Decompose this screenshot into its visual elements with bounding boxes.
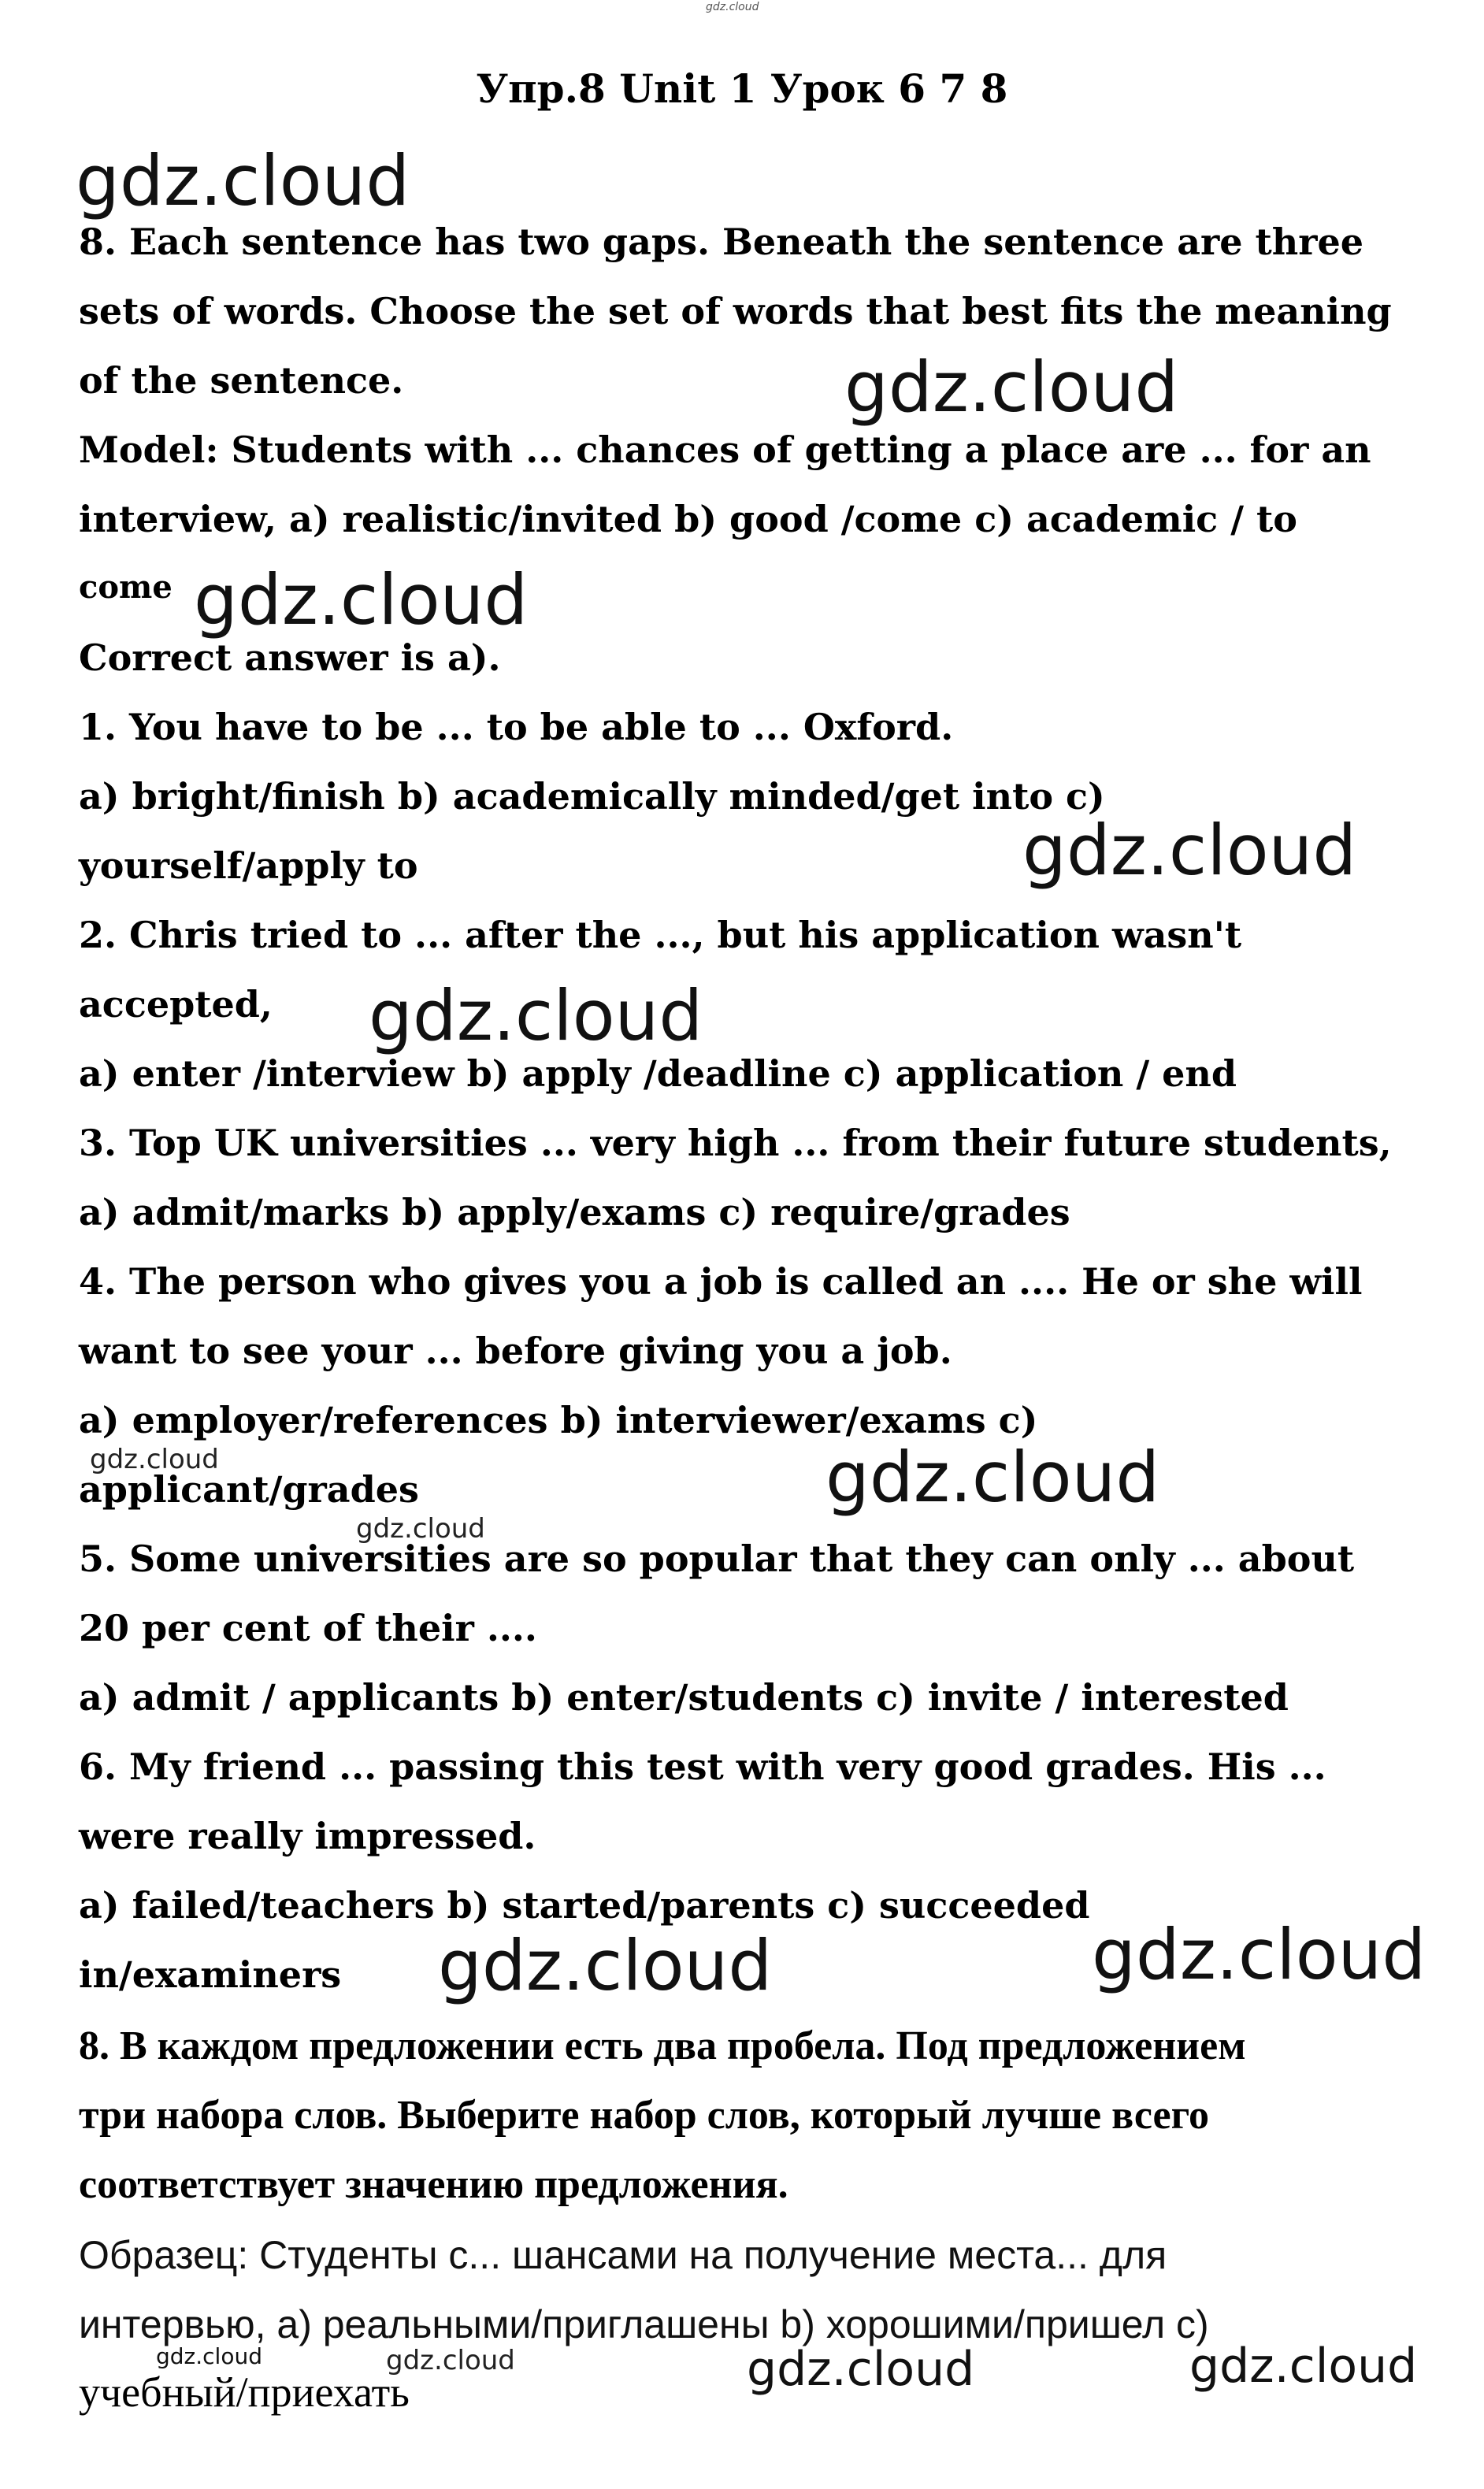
- text-line: accepted,: [79, 983, 273, 1026]
- watermark-small: gdz.cloud: [156, 2343, 262, 2369]
- text-line: want to see your ... before giving you a job.: [79, 1330, 952, 1372]
- page-title: Упр.8 Unit 1 Урок 6 7 8: [476, 65, 1008, 112]
- watermark: gdz.cloud: [844, 347, 1179, 428]
- ru-text-line: 8. В каждом предложении есть два пробела. Под предложением: [79, 2023, 1246, 2068]
- text-line: 5. Some universities are so popular that they can only ... about: [79, 1538, 1355, 1580]
- text-line: a) bright/finish b) academically minded/get into c): [79, 775, 1105, 818]
- watermark-small: gdz.cloud: [356, 1513, 485, 1545]
- text-line: 2. Chris tried to ... after the ..., but his application wasn't: [79, 914, 1242, 956]
- text-line: of the sentence.: [79, 359, 404, 402]
- watermark: gdz.cloud: [194, 559, 529, 640]
- text-line: in/examiners: [79, 1953, 342, 1996]
- ru-text-line: соответствует значению предложения.: [79, 2162, 788, 2207]
- watermark: gdz.cloud: [76, 140, 410, 221]
- text-line: applicant/grades: [79, 1468, 419, 1511]
- text-line: 20 per cent of their ....: [79, 1607, 537, 1649]
- text-line: Correct answer is a).: [79, 636, 501, 679]
- text-line: Model: Students with ... chances of getting a place are ... for an: [79, 428, 1371, 471]
- text-line: 1. You have to be ... to be able to ... Oxford.: [79, 706, 954, 748]
- text-line: a) failed/teachers b) started/parents c) succeeded: [79, 1884, 1090, 1927]
- watermark: gdz.cloud: [1189, 2339, 1418, 2394]
- watermark-small: gdz.cloud: [90, 1444, 219, 1475]
- watermark: gdz.cloud: [1092, 1914, 1426, 1995]
- watermark: gdz.cloud: [747, 2342, 975, 2397]
- text-line: sets of words. Choose the set of words that best fits the meaning: [79, 290, 1392, 332]
- text-line: a) enter /interview b) apply /deadline c) application / end: [79, 1052, 1237, 1095]
- watermark-small: gdz.cloud: [386, 2345, 515, 2376]
- ru-text-line: Образец: Студенты с... шансами на получение места... для: [79, 2233, 1167, 2277]
- text-line: a) admit/marks b) apply/exams c) require/grades: [79, 1191, 1070, 1233]
- text-line: 6. My friend ... passing this test with very good grades. His ...: [79, 1745, 1326, 1788]
- text-line: 8. Each sentence has two gaps. Beneath the sentence are three: [79, 221, 1363, 263]
- ru-text-line: учебный/приехать: [79, 2368, 410, 2416]
- text-line: 4. The person who gives you a job is called an .... He or she will: [79, 1260, 1363, 1303]
- text-line: yourself/apply to: [79, 844, 418, 887]
- watermark-top: gdz.cloud: [706, 1, 759, 13]
- ru-text-line: три набора слов. Выберите набор слов, который лучше всего: [79, 2093, 1209, 2138]
- ru-text-line: интервью, а) реальными/приглашены b) хорошими/пришел c): [79, 2302, 1209, 2346]
- watermark: gdz.cloud: [825, 1437, 1160, 1518]
- text-line: 3. Top UK universities ... very high ... from their future students,: [79, 1122, 1392, 1164]
- text-line: were really impressed.: [79, 1815, 536, 1857]
- text-line: interview, a) realistic/invited b) good /come c) academic / to: [79, 498, 1297, 540]
- text-line: a) employer/references b) interviewer/exams c): [79, 1399, 1038, 1441]
- watermark: gdz.cloud: [438, 1925, 773, 2006]
- text-line: come: [79, 569, 173, 606]
- watermark: gdz.cloud: [369, 975, 703, 1056]
- text-line: a) admit / applicants b) enter/students c) invite / interested: [79, 1676, 1289, 1719]
- watermark: gdz.cloud: [1022, 810, 1357, 891]
